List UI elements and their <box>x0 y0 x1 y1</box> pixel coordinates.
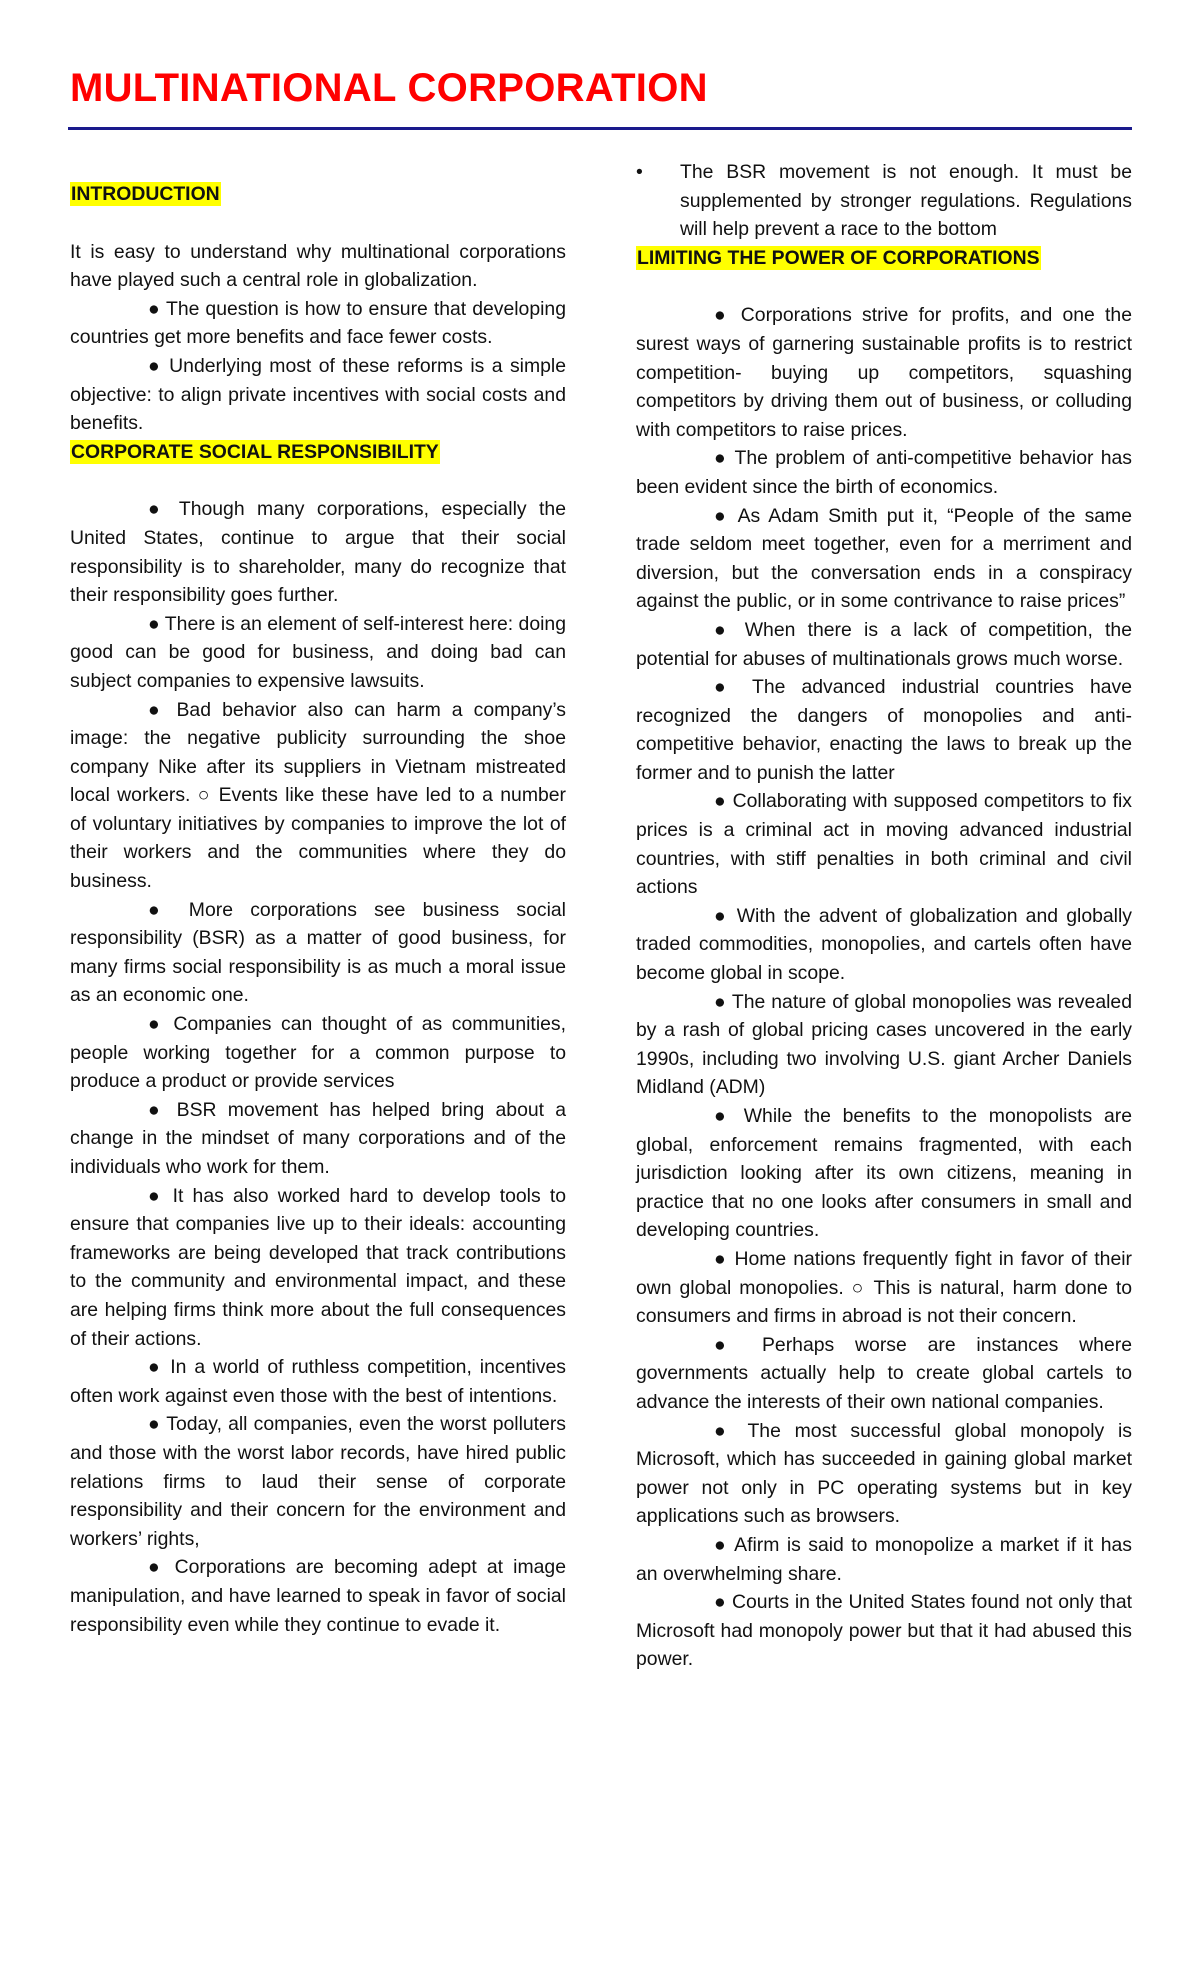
csr-bullet: ● In a world of ruthless competition, incentives often work against even those with the best of intentions. <box>70 1356 566 1407</box>
limit-bullet: ● While the benefits to the monopolists are global, enforcement remains fragmented, with each jurisdiction looking after its own citizens, meaning in practice that no one looks after consumers in small and developing countries. <box>636 1105 1132 1242</box>
document-title: MULTINATIONAL CORPORATION <box>70 66 708 110</box>
section-heading-introduction: INTRODUCTION <box>71 183 220 205</box>
csr-bullet: ● Bad behavior also can harm a company’s image: the negative publicity surrounding the shoe company Nike after its suppliers in Vietnam mistreated local workers. ○ Events like these have led to a number of voluntary initiatives by companies to improve the lot of their workers and the communities where they do business. <box>70 698 566 893</box>
limit-bullet: ● Home nations frequently fight in favor of their own global monopolies. ○ This is natural, harm done to consumers and firms in abroad is not their concern. <box>636 1247 1132 1328</box>
left-column <box>70 180 566 1639</box>
limit-bullet: ● The nature of global monopolies was revealed by a rash of global pricing cases uncovered in the early 1990s, including two involving U.S. giant Archer Daniels Midland (ADM) <box>636 990 1132 1099</box>
title-divider <box>68 127 1132 130</box>
bullet-dot-icon: • <box>636 161 643 183</box>
limit-bullet: ● Corporations strive for profits, and one the surest ways of garnering sustainable profits is to restrict competition- buying up competitors, squashing competitors by driving them out of business, or colluding with competitors to raise prices. <box>636 304 1132 441</box>
csr-bullet: ● There is an element of self-interest here: doing good can be good for business, and doing bad can subject companies to expensive lawsuits. <box>70 612 566 692</box>
bsr-regulation-bullet <box>636 158 1132 244</box>
limit-bullet: ● As Adam Smith put it, “People of the same trade seldom meet together, even for a merriment and diversion, but the conversation ends in a conspiracy against the public, or in some contrivance to raise prices” <box>636 504 1132 613</box>
bsr-regulation-text: The BSR movement is not enough. It must be supplemented by stronger regulations. Regulations will help prevent a race to the bottom <box>680 161 1132 241</box>
csr-bullet: ● Today, all companies, even the worst polluters and those with the worst labor records, have hired public relations firms to laud their sense of corporate responsibility and their concern for the environment and workers’ rights, <box>70 1413 566 1550</box>
limit-bullet: ● Perhaps worse are instances where governments actually help to create global cartels to advance the interests of their own national companies. <box>636 1333 1132 1413</box>
limit-bullet: ● Courts in the United States found not only that Microsoft had monopoly power but that it had abused this power. <box>636 1591 1132 1671</box>
intro-bullet: ● Underlying most of these reforms is a simple objective: to align private incentives with social costs and benefits. <box>70 354 566 435</box>
limit-bullet: ● The problem of anti-competitive behavior has been evident since the birth of economics. <box>636 447 1132 498</box>
csr-bullet: ● BSR movement has helped bring about a change in the mindset of many corporations and of the individuals who work for them. <box>70 1098 566 1178</box>
limit-bullet: ● With the advent of globalization and globally traded commodities, monopolies, and cartels often have become global in scope. <box>636 904 1132 985</box>
csr-bullet: ● Though many corporations, especially the United States, continue to argue that their social responsibility is to shareholder, many do recognize that their responsibility goes further. <box>70 498 566 607</box>
section-heading-csr: CORPORATE SOCIAL RESPONSIBILITY <box>71 440 439 463</box>
section-heading-limiting-power: LIMITING THE POWER OF CORPORATIONS <box>637 246 1040 269</box>
intro-bullet: ● The question is how to ensure that developing countries get more benefits and face fewer costs. <box>70 297 566 349</box>
csr-bullet: ● More corporations see business social responsibility (BSR) as a matter of good business, for many firms social responsibility is as much a moral issue as an economic one. <box>70 898 566 1007</box>
csr-bullet: ● Corporations are becoming adept at image manipulation, and have learned to speak in favor of social responsibility even while they continue to evade it. <box>70 1556 566 1636</box>
intro-paragraph: It is easy to understand why multinational corporations have played such a central role in globalization. <box>70 240 566 292</box>
limit-bullet: ● The most successful global monopoly is Microsoft, which has succeeded in gaining global market power not only in PC operating systems but in key applications such as browsers. <box>636 1419 1132 1528</box>
csr-bullet: ● It has also worked hard to develop tools to ensure that companies live up to their ideals: accounting frameworks are being developed that track contributions to the community and environmental impact, and these are helping firms think more about the full consequences of their actions. <box>70 1184 566 1350</box>
csr-bullet: ● Companies can thought of as communities, people working together for a common purpose to produce a product or provide services <box>70 1013 566 1093</box>
limit-bullet: ● When there is a lack of competition, the potential for abuses of multinationals grows much worse. <box>636 618 1132 670</box>
limit-bullet: ● Collaborating with supposed competitors to fix prices is a criminal act in moving advanced industrial countries, with stiff penalties in both criminal and civil actions <box>636 790 1132 899</box>
limit-bullet: ● The advanced industrial countries have recognized the dangers of monopolies and anti-competitive behavior, enacting the laws to break up the former and to punish the latter <box>636 676 1132 784</box>
right-column <box>636 158 1132 1674</box>
limit-bullet: ● Afirm is said to monopolize a market if it has an overwhelming share. <box>636 1533 1132 1585</box>
